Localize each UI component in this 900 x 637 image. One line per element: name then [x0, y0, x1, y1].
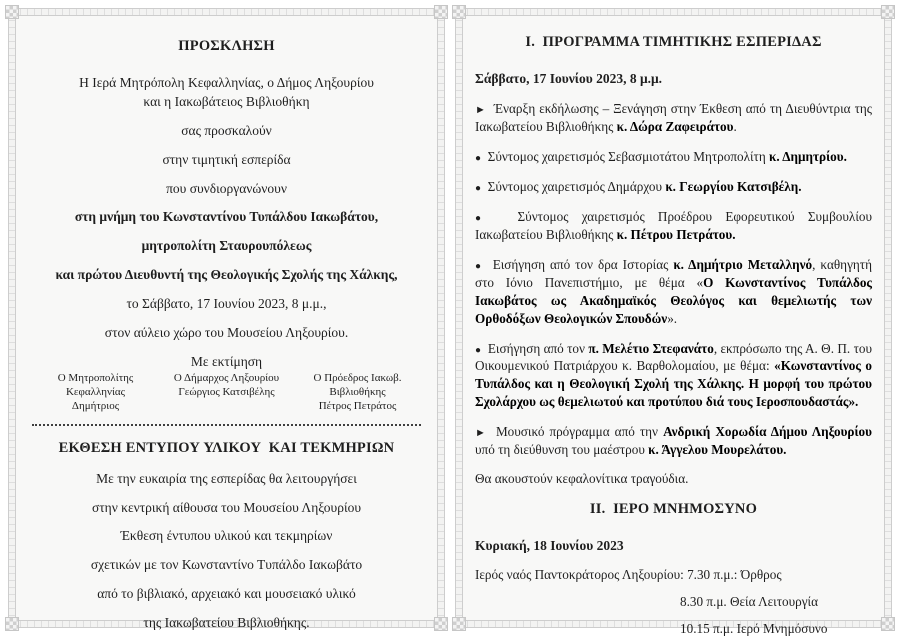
exhibition-line: Με την ευκαιρία της εσπερίδας θα λειτουργήσει	[96, 470, 357, 486]
program-item	[475, 178, 872, 196]
round-bullet-icon: ●	[475, 182, 482, 194]
program-item-bold-text: Ο Κωνσταντίνος Τυπάλδος Ιακωβάτος ως Ακαδημαϊκός Θεολόγος και θεμελιωτής των Ορθοδόξων Θεολογικών Σπουδών	[475, 274, 872, 326]
round-bullet-icon: ●	[475, 152, 482, 164]
invitation-body	[30, 75, 423, 342]
invitation-content	[16, 16, 437, 631]
program-item	[475, 148, 872, 166]
round-bullet-icon: ●	[475, 212, 491, 224]
event-date: Σάββατο, 17 Ιουνίου 2023, 8 μ.μ.	[475, 71, 663, 86]
signature	[292, 371, 423, 414]
schedule-line: Ιερός ναός Παντοκράτορος Ληξουρίου: 7.30 π.μ.: Όρθρος	[475, 567, 782, 583]
program-item-text: , καθηγητή στο Ιόνιο Πανεπιστήμιο, με θέμα «	[475, 256, 873, 290]
invitation-line: που συνδιοργανώνουν	[166, 180, 287, 196]
program-item-text: .	[733, 118, 737, 134]
invitation-line: μητροπολίτη Σταυρουπόλεως	[141, 238, 312, 254]
program-item-text: υπό τη διεύθυνση του μαέστρου	[475, 442, 649, 458]
arrow-bullet-icon: ►	[475, 104, 486, 116]
invitation-line: Η Ιερά Μητρόπολη Κεφαλληνίας, ο Δήμος Ληξουρίου	[79, 75, 374, 90]
signature-role: Ο Πρόεδρος Ιακωβ. Βιβλιοθήκης	[313, 371, 402, 399]
program-item-bold-text: κ. Δώρα Ζαφειράτου	[616, 118, 734, 134]
signature-block	[30, 371, 423, 414]
signature	[30, 371, 161, 414]
invitation-line: σας προσκαλούν	[181, 122, 272, 138]
program-item-list	[475, 100, 872, 459]
program-item-text: ».	[667, 310, 678, 326]
page-border-left	[455, 13, 463, 623]
invitation-line: και πρώτου Διευθυντή της Θεολογικής Σχολής της Χάλκης,	[55, 267, 398, 283]
program-item-text: Μουσικό πρόγραμμα από την	[495, 424, 664, 440]
program-page	[455, 8, 892, 637]
page-border-right	[437, 13, 445, 623]
program-item-text: Σύντομος χαιρετισμός Δημάρχου	[487, 178, 666, 194]
arrow-bullet-icon: ►	[475, 427, 486, 440]
invitation-line: και η Ιακωβάτειος Βιβλιοθήκη	[143, 93, 310, 109]
program-item-text: Εισήγηση από τον δρα Ιστορίας	[492, 256, 674, 272]
program-item-text: Σύντομος χαιρετισμός Προέδρου Εφορευτικού Συμβουλίου Ιακωβατείου Βιβλιοθήκης	[475, 208, 872, 242]
program-item-bold-text: «Κωνσταντίνος ο Τυπάλδος και η Θεολογική Σχολή της Χάλκης. Η μορφή του πρώτου Σχολάρχου ως θεμελιωτού και προτύπου διά τους Ιεροσπουδαστάς».	[475, 358, 872, 410]
program-item	[475, 423, 872, 459]
invitation-line: το Σάββατο, 17 Ιουνίου 2023, 8 μ.μ.,	[126, 296, 327, 311]
memorial-section-title: ΙΙ. ΙΕΡΟ ΜΝΗΜΟΣΥΝΟ	[589, 501, 758, 518]
program-item	[475, 256, 872, 328]
signature-role: Ο Μητροπολίτης Κεφαλληνίας	[57, 371, 134, 399]
program-item	[475, 208, 872, 244]
songs-note: Θα ακουστούν κεφαλονίτικα τραγούδια.	[475, 471, 689, 487]
page-border-top	[13, 8, 440, 16]
signature	[161, 371, 292, 400]
signature-name: Πέτρος Πετράτος	[318, 400, 397, 413]
invitation-line: στη μνήμη του Κωνσταντίνου Τυπάλδου Ιακωβάτου,	[74, 209, 379, 225]
program-section-title: Ι. ΠΡΟΓΡΑΜΜΑ ΤΙΜΗΤΙΚΗΣ ΕΣΠΕΡΙΔΑΣ	[525, 34, 822, 50]
program-item-bold-text: κ. Γεωργίου Κατσιβέλη.	[665, 178, 802, 194]
program-content	[463, 16, 884, 637]
exhibition-line: σχετικών με τον Κωνσταντίνο Τυπάλδο Ιακωβάτο	[90, 557, 363, 573]
exhibition-line: της Ιακωβατείου Βιβλιοθήκης.	[143, 615, 310, 631]
invitation-line: στην τιμητική εσπερίδα	[162, 151, 291, 167]
invitation-line: στον αύλειο χώρο του Μουσείου Ληξουρίου.	[104, 324, 349, 340]
schedule-line: 8.30 π.μ. Θεία Λειτουργία	[680, 594, 819, 610]
signature-role: Ο Δήμαρχος Ληξουρίου	[173, 371, 280, 384]
exhibition-body	[30, 471, 423, 632]
program-item-text: Εισήγηση από τον	[487, 340, 589, 356]
memorial-date: Κυριακή, 18 Ιουνίου 2023	[475, 538, 624, 554]
round-bullet-icon: ●	[475, 344, 482, 356]
signature-name: Δημήτριος	[71, 400, 120, 413]
closing-salutation: Με εκτίμηση	[190, 353, 263, 369]
program-item	[475, 340, 872, 412]
page-border-top	[460, 8, 887, 16]
program-item-bold-text: Ανδρική Χορωδία Δήμου Ληξουρίου	[663, 424, 872, 440]
program-item-bold-text: κ. Δημήτριο Μεταλληνό	[673, 256, 813, 272]
invitation-page	[8, 8, 445, 631]
round-bullet-icon: ●	[475, 260, 483, 272]
memorial-schedule	[475, 567, 872, 637]
exhibition-line: από το βιβλιακό, αρχειακό και μουσειακό υλικό	[97, 586, 356, 602]
page-border-right	[884, 13, 892, 623]
program-item	[475, 100, 872, 136]
exhibition-line: στην κεντρική αίθουσα του Μουσείου Ληξουρίου	[91, 499, 362, 515]
page-border-left	[8, 13, 16, 623]
invitation-title: ΠΡΟΣΚΛΗΣΗ	[178, 38, 275, 54]
dotted-divider	[32, 424, 421, 426]
program-item-text: , εκπρόσωπο της Α. Θ. Π. του Οικουμενικού Πατριάρχου κ. Βαρθολομαίου, με θέμα:	[475, 340, 872, 374]
signature-name: Γεώργιος Κατσιβέλης	[178, 386, 275, 399]
program-item-bold-text: κ. Πέτρου Πετράτου.	[616, 226, 736, 242]
exhibition-title: ΕΚΘΕΣΗ ΕΝΤΥΠΟΥ ΥΛΙΚΟΥ ΚΑΙ ΤΕΚΜΗΡΙΩΝ	[58, 439, 395, 456]
schedule-line: 10.15 π.μ. Ιερό Μνημόσυνο	[680, 621, 828, 637]
program-item-text: Σύντομος χαιρετισμός Σεβασμιοτάτου Μητροπολίτη	[487, 148, 770, 164]
program-item-bold-text: π. Μελέτιο Στεφανάτο	[588, 340, 714, 356]
program-item-bold-text: κ. Άγγελου Μουρελάτου.	[648, 442, 787, 458]
program-item-text: Έναρξη εκδήλωσης – Ξενάγηση στην Έκθεση από τη Διευθύντρια της Ιακωβατείου Βιβλιοθήκης	[475, 101, 872, 134]
exhibition-line: Έκθεση έντυπου υλικού και τεκμηρίων	[120, 528, 333, 544]
program-item-bold-text: κ. Δημητρίου.	[769, 148, 847, 164]
